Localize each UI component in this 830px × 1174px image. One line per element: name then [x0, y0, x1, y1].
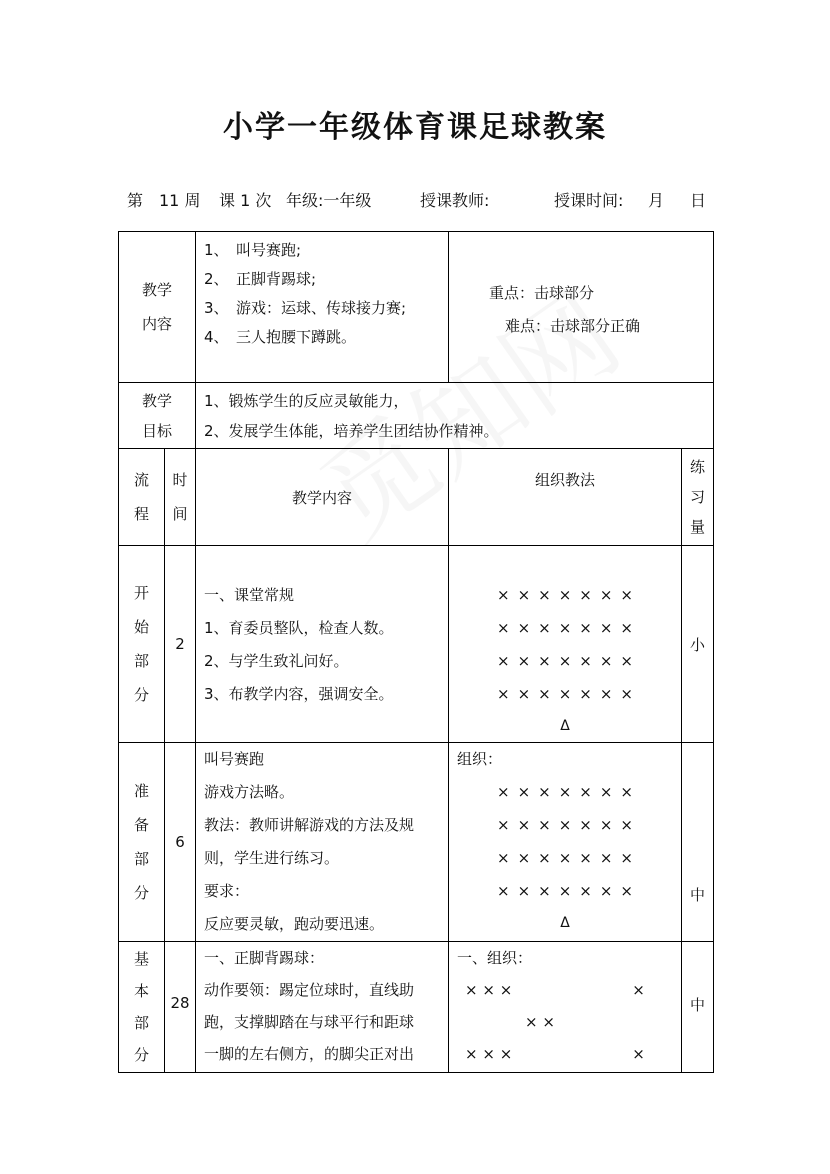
content-items-cell: [196, 232, 449, 383]
cross-row: ×××××××: [497, 619, 641, 637]
amount-value: 中: [690, 886, 706, 904]
goal-item: 2、发展学生体能，培养学生团结协作精神。: [204, 422, 499, 440]
goal-label-cell: [119, 383, 196, 449]
section-content-line: 一、正脚背踢球：: [204, 949, 325, 967]
section-content-line: 3、布教学内容，强调安全。: [204, 685, 394, 703]
section-content-cell: [196, 743, 449, 942]
info-month: 月: [648, 191, 665, 210]
info-time: 授课时间:: [554, 191, 624, 210]
goal-items-cell: [196, 383, 714, 449]
formation-row: × ×: [465, 1013, 555, 1031]
section-name-char: 备: [133, 816, 149, 834]
info-teacher: 授课教师:: [420, 191, 490, 210]
cross-row: ×××××××: [497, 849, 641, 867]
section-basic-row: [119, 942, 714, 1073]
header-amount: [682, 449, 714, 546]
cross-row: ×××××××: [497, 783, 641, 801]
content-item: 3、 游戏：运球、传球接力赛;: [204, 299, 407, 317]
info-day: 日: [690, 191, 707, 210]
section-content-line: 则，学生进行练习。: [204, 849, 340, 867]
section-name-cell: [119, 743, 165, 942]
section-name-char: 基: [133, 950, 149, 968]
section-name-char: 分: [133, 1046, 149, 1064]
section-name-cell: [119, 942, 165, 1073]
info-week: 第 11 周: [127, 191, 201, 210]
header-time-char: 时: [172, 471, 188, 489]
section-name-char: 部: [133, 850, 149, 868]
section-time-cell: [165, 942, 196, 1073]
section-content-line: 一、课堂常规: [204, 586, 295, 604]
header-flow-char: 流: [133, 471, 149, 489]
section-content-line: 要求：: [204, 882, 250, 900]
method-label: 一、组织：: [457, 949, 533, 967]
section-name-char: 部: [133, 652, 149, 670]
header-content: 教学内容: [196, 449, 449, 546]
cross-row: ×××××××: [497, 652, 641, 670]
section-time-cell: 6: [165, 743, 196, 942]
section-method-cell: [449, 942, 682, 1073]
content-label-line: 内容: [142, 315, 173, 333]
header-time: [165, 449, 196, 546]
section-name-char: 部: [133, 1014, 149, 1032]
formation-row: × × × ×: [465, 981, 645, 999]
content-label-line: 教学: [142, 281, 173, 299]
section-name-char: 准: [133, 782, 149, 800]
content-item: 2、 正脚背踢球;: [204, 270, 317, 288]
teacher-mark: Δ: [560, 718, 570, 734]
teacher-mark: Δ: [560, 915, 570, 931]
header-amount-char: 习: [690, 488, 706, 506]
section-name-char: 本: [133, 982, 149, 1000]
content-item: 1、 叫号赛跑;: [204, 241, 302, 259]
section-prep-row: [119, 743, 714, 942]
page-title: 小学一年级体育课足球教案: [223, 110, 607, 145]
section-time-cell: 2: [165, 546, 196, 743]
section-time-value: 28: [170, 994, 190, 1012]
header-method-label: 组织教法: [535, 471, 596, 489]
amount-value: 中: [690, 996, 706, 1014]
difficulty-point: 难点：击球部分正确: [505, 317, 641, 335]
header-flow-char: 程: [133, 505, 149, 523]
section-amount-cell: [682, 743, 714, 942]
content-label-cell: [119, 232, 196, 383]
cross-row: ×××××××: [497, 586, 641, 604]
section-content-line: 跑，支撑脚踏在与球平行和距球: [204, 1013, 415, 1031]
section-content-line: 2、与学生致礼问好。: [204, 652, 349, 670]
lesson-plan-table: [118, 231, 714, 1073]
section-content-line: 教法：教师讲解游戏的方法及规: [204, 816, 415, 834]
goal-item: 1、锻炼学生的反应灵敏能力，: [204, 392, 409, 410]
section-content-line: 动作要领：踢定位球时，直线助: [204, 981, 415, 999]
info-lesson: 课 1 次: [219, 191, 272, 210]
section-name-char: 分: [133, 884, 149, 902]
content-row: [119, 232, 714, 383]
section-method-cell: [449, 743, 682, 942]
section-amount-cell: [682, 942, 714, 1073]
header-method: [449, 449, 682, 546]
section-content-line: 游戏方法略。: [204, 783, 295, 801]
cross-row: ×××××××: [497, 882, 641, 900]
method-label: 组织：: [457, 750, 503, 768]
cross-row: ×××××××: [497, 685, 641, 703]
section-content-cell: [196, 546, 449, 743]
formation-row: × × × ×: [465, 1045, 645, 1063]
section-content-line: 叫号赛跑: [204, 750, 265, 768]
cross-row: ×××××××: [497, 816, 641, 834]
section-name-cell: [119, 546, 165, 743]
info-grade: 年级:一年级: [286, 191, 372, 210]
header-row: [119, 449, 714, 546]
section-content-cell: [196, 942, 449, 1073]
key-points-cell: [449, 232, 714, 383]
section-method-cell: [449, 546, 682, 743]
key-point: 重点：击球部分: [489, 284, 595, 302]
header-flow: [119, 449, 165, 546]
section-amount-cell: 小: [682, 546, 714, 743]
content-item: 4、 三人抱腰下蹲跳。: [204, 328, 357, 346]
section-name-char: 始: [133, 618, 149, 636]
goal-row: [119, 383, 714, 449]
header-time-char: 间: [172, 505, 188, 523]
goal-label-line: 目标: [142, 421, 173, 440]
section-content-line: 反应要灵敏，跑动要迅速。: [204, 915, 385, 933]
section-content-line: 一脚的左右侧方，的脚尖正对出: [204, 1045, 415, 1063]
header-amount-char: 量: [690, 518, 706, 536]
header-amount-char: 练: [690, 458, 706, 476]
section-content-line: 1、育委员整队，检查人数。: [204, 619, 394, 637]
section-name-char: 分: [133, 686, 149, 704]
section-start-row: [119, 546, 714, 743]
section-name-char: 开: [133, 584, 149, 602]
goal-label-line: 教学: [142, 391, 173, 410]
